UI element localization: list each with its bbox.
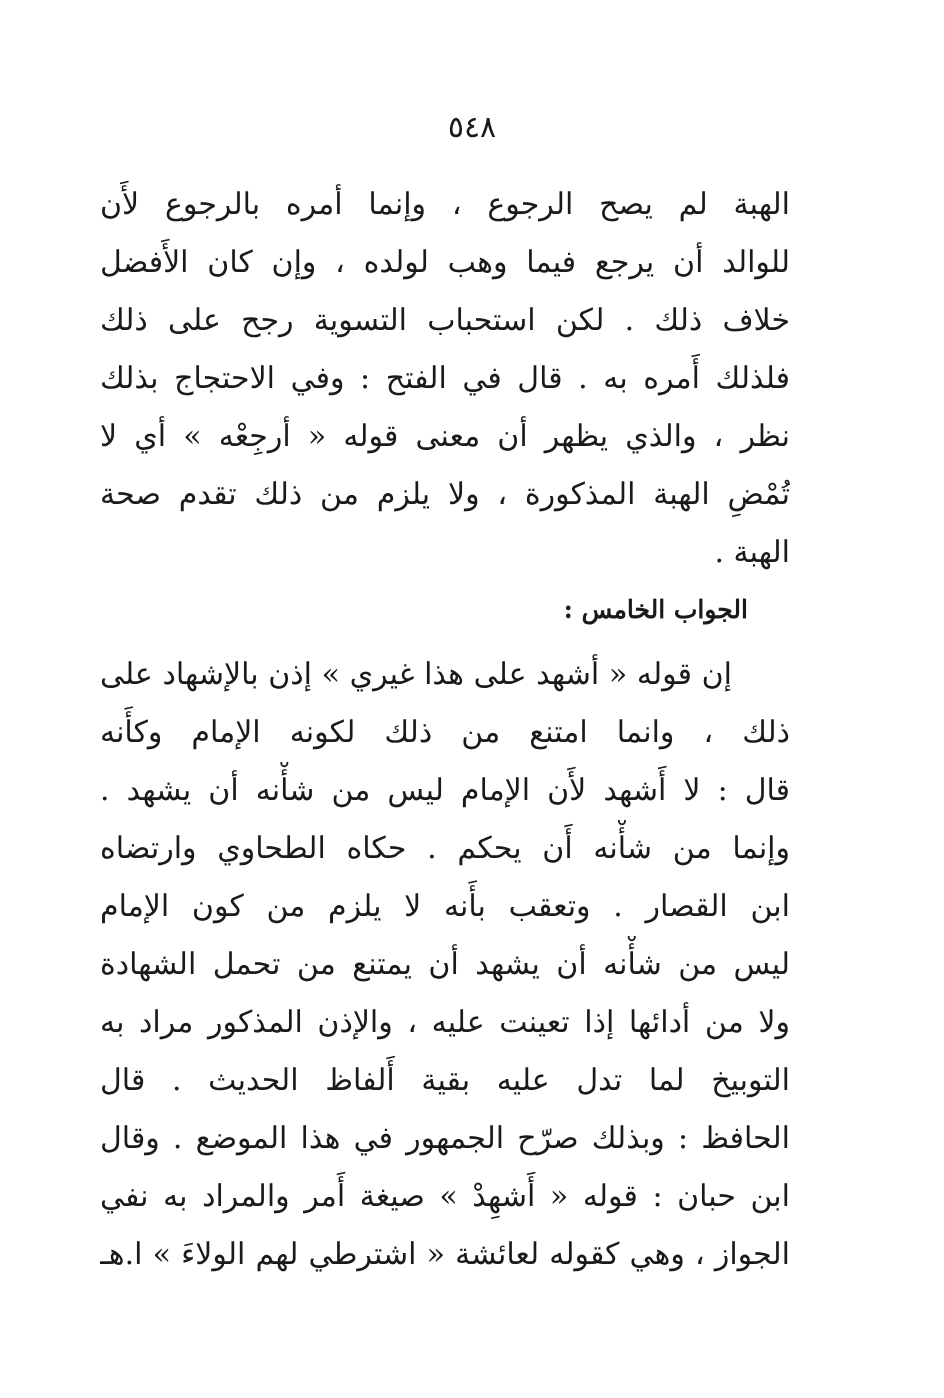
paragraph-line: تُمْضِ الهبة المذكورة ، ولا يلزم من ذلك تقدم صحة <box>100 477 790 512</box>
paragraph-line: نظر ، والذي يظهر أن معنى قوله « أرجِعْه » أي لا <box>100 419 790 454</box>
paragraph-line: التوبيخ لما تدل عليه بقية أَلفاظ الحديث . قال <box>100 1063 790 1098</box>
paragraph-line: الهبة . <box>714 535 790 570</box>
paragraph-line: خلاف ذلك . لكن استحباب التسوية رجح على ذلك <box>100 303 790 338</box>
paragraph-line: الهبة لم يصح الرجوع ، وإنما أمره بالرجوع لأَن <box>100 187 790 222</box>
paragraph-line: قال : لا أَشهد لأَن الإمام ليس من شأْنه أن يشهد . <box>100 773 790 808</box>
paragraph-line: إن قوله « أشهد على هذا غيري » إذن بالإشهاد على <box>100 657 732 692</box>
paragraph-line: وإنما من شأْنه أَن يحكم . حكاه الطحاوي وارتضاه <box>100 831 790 866</box>
paragraph-continuation <box>100 176 790 582</box>
paragraph-line: ذلك ، وانما امتنع من ذلك لكونه الإمام وكأَنه <box>100 715 790 750</box>
paragraph-line: ابن القصار . وتعقب بأَنه لا يلزم من كون الإمام <box>100 889 790 924</box>
paragraph-line: الجواز ، وهي كقوله لعائشة « اشترطي لهم الولاءَ » ا.هـ <box>100 1237 790 1272</box>
paragraph-line: ابن حبان : قوله « أَشهِدْ » صيغة أَمر والمراد به نفي <box>100 1179 790 1214</box>
paragraph-line: الحافظ : وبذلك صرّح الجمهور في هذا الموضع . وقال <box>100 1121 790 1156</box>
paragraph-line: للوالد أن يرجع فيما وهب لولده ، وإن كان الأَفضل <box>100 245 790 280</box>
section-heading: الجواب الخامس : <box>563 595 748 624</box>
paragraph-line: ليس من شأْنه أن يشهد أن يمتنع من تحمل الشهادة <box>100 947 790 982</box>
paragraph-fifth-answer <box>100 646 790 1284</box>
page-number: ٥٤٨ <box>447 110 497 145</box>
paragraph-line: فلذلك أَمره به . قال في الفتح : وفي الاحتجاج بذلك <box>100 361 790 396</box>
paragraph-line: ولا من أدائها إذا تعينت عليه ، والإذن المذكور مراد به <box>100 1005 790 1040</box>
